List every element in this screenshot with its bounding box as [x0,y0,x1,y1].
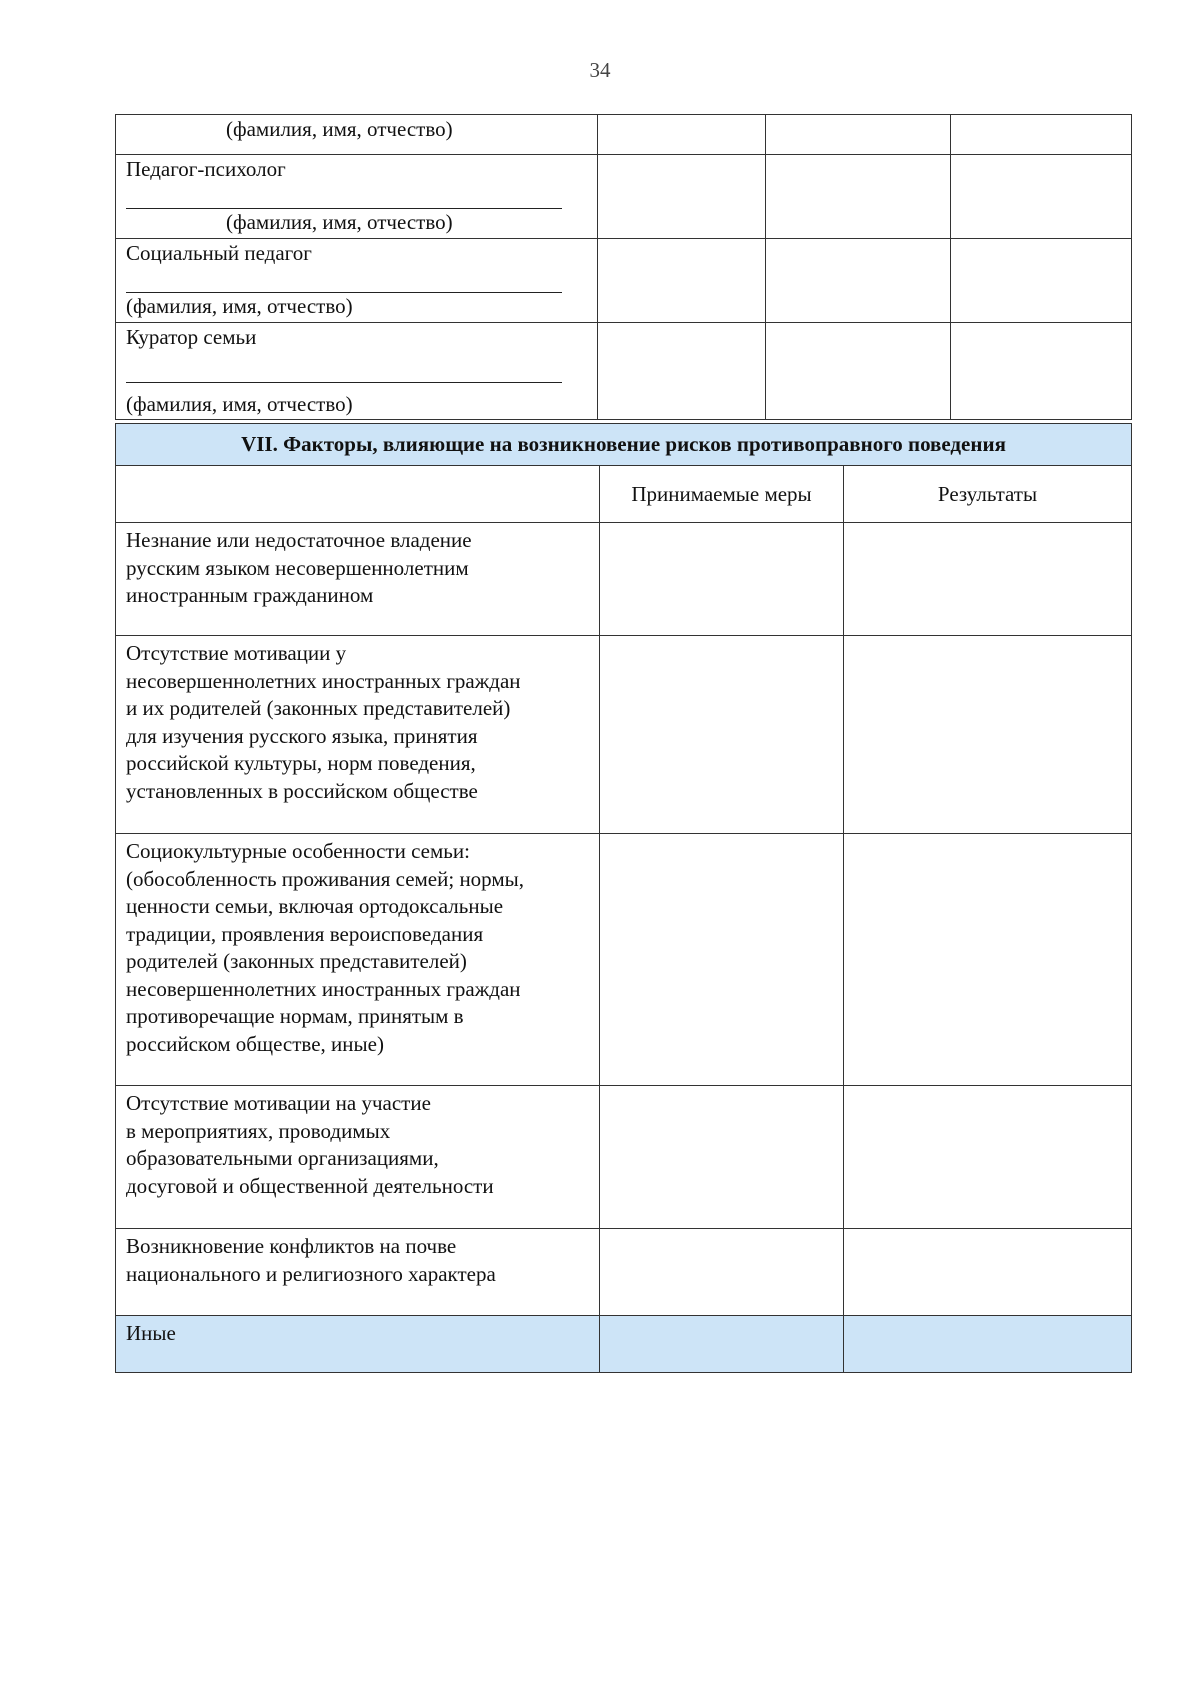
name-caption: (фамилия, имя, отчество) [226,117,453,141]
factor-text: Иные [116,1316,600,1373]
signature-line [126,360,562,383]
measures-cell[interactable] [600,1086,844,1229]
factor-text: Возникновение конфликтов на почве национального и религиозного характера [116,1229,600,1316]
results-cell[interactable] [844,523,1132,636]
results-cell[interactable] [844,1086,1132,1229]
signature-cell [116,239,598,323]
factor-row [116,834,1132,1086]
empty-cell[interactable] [598,323,766,420]
empty-cell[interactable] [951,155,1132,239]
factor-text: Отсутствие мотивации у несовершеннолетних иностранных граждан и их родителей (законных представителей) для изучения русского языка, принятия российской культуры, норм поведения, установленных в российском обществе [116,636,600,834]
section-header-row [116,424,1132,466]
results-cell[interactable] [844,1316,1132,1373]
column-header-row [116,466,1132,523]
empty-cell[interactable] [766,155,951,239]
empty-cell[interactable] [766,115,951,155]
signature-row [116,155,1132,239]
empty-cell[interactable] [766,323,951,420]
empty-cell[interactable] [598,115,766,155]
signature-line [126,270,562,293]
empty-cell[interactable] [951,239,1132,323]
factor-row [116,523,1132,636]
empty-cell[interactable] [598,239,766,323]
factor-row [116,1229,1132,1316]
name-caption: (фамилия, имя, отчество) [126,293,353,318]
risk-factors-table [115,423,1132,1373]
signature-line [126,186,562,209]
role-label: Педагог-психолог [126,157,286,181]
factor-text: Отсутствие мотивации на участие в мероприятиях, проводимых образовательными организациями, досуговой и общественной деятельности [116,1086,600,1229]
signature-cell [116,115,598,155]
empty-cell[interactable] [598,155,766,239]
factor-row [116,1086,1132,1229]
empty-cell[interactable] [951,323,1132,420]
name-caption: (фамилия, имя, отчество) [126,391,353,416]
measures-cell[interactable] [600,523,844,636]
factor-text: Социокультурные особенности семьи: (обособленность проживания семей; нормы, ценности семьи, включая ортодоксальные традиции, проявления вероисповедания родителей (законных представителей) несовершеннолетних иностранных граждан противоречащие нормам, принятым в российском обществе, иные) [116,834,600,1086]
results-cell[interactable] [844,834,1132,1086]
factor-text: Незнание или недостаточное владение русским языком несовершеннолетним иностранным гражданином [116,523,600,636]
signature-row [116,323,1132,420]
column-header-measures: Принимаемые меры [600,466,844,523]
measures-cell[interactable] [600,1229,844,1316]
role-label: Социальный педагог [126,241,312,265]
signature-row [116,239,1132,323]
results-cell[interactable] [844,1229,1132,1316]
section-title: VII. Факторы, влияющие на возникновение рисков противоправного поведения [116,424,1132,466]
signature-cell [116,155,598,239]
page-number: 34 [589,58,611,82]
column-header-factor [116,466,600,523]
empty-cell[interactable] [951,115,1132,155]
signatures-table [115,114,1132,420]
role-label: Куратор семьи [126,325,257,349]
empty-cell[interactable] [766,239,951,323]
measures-cell[interactable] [600,636,844,834]
results-cell[interactable] [844,636,1132,834]
factor-row [116,636,1132,834]
factor-row-other [116,1316,1132,1373]
signature-cell [116,323,598,420]
column-header-results: Результаты [844,466,1132,523]
name-caption: (фамилия, имя, отчество) [226,209,453,234]
measures-cell[interactable] [600,834,844,1086]
signature-row [116,115,1132,155]
measures-cell[interactable] [600,1316,844,1373]
